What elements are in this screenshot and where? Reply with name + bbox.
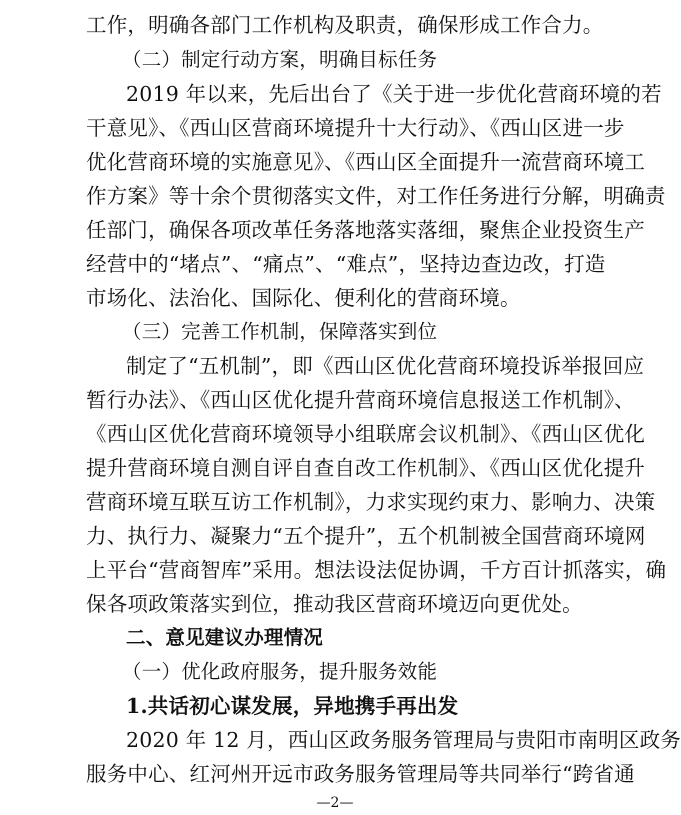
text-line: 制定了“五机制”，即《西山区优化营商环境投诉举报回应 [126,354,645,378]
text-line: 2019 年以来，先后出台了《关于进一步优化营商环境的若 [126,82,662,106]
text-line: 干意见》、《西山区营商环境提升十大行动》、《西山区进一步 [86,116,625,140]
text-line: 任部门，确保各项改革任务落地落实落细，聚焦企业投资生产 [86,218,645,242]
text-line: 暂行办法》、《西山区优化提升营商环境信息报送工作机制》、 [86,388,635,412]
text-line: 作方案》等十余个贯彻落实文件，对工作任务进行分解，明确责 [86,184,666,208]
section-heading: 二、意见建议办理情况 [126,626,324,649]
subheading: （二）制定行动方案，明确目标任务 [122,48,438,71]
text-line: 工作，明确各部门工作机构及职责，确保形成工作合力。 [86,13,604,37]
bold-heading: 1.共话初心谋发展，异地携手再出发 [126,694,459,718]
text-line: 2020 年 12 月，西山区政务服务管理局与贵阳市南明区政务 [126,728,681,752]
subheading: （三）完善工作机制，保障落实到位 [122,320,438,343]
text-line: 营商环境互联互访工作机制》，力求实现约束力、影响力、决策 [86,490,656,514]
text-line: 经营中的“堵点”、“痛点”、“难点”，坚持边查边改，打造 [86,252,606,276]
page-number: —2— [316,795,354,811]
text-line: 优化营商环境的实施意见》、《西山区全面提升一流营商环境工 [86,150,646,174]
text-line: 保各项政策落实到位，推动我区营商环境迈向更优处。 [86,592,583,616]
text-line: 《西山区优化营商环境领导小组联席会议机制》、《西山区优化 [86,422,646,446]
text-line: 上平台“营商智库”采用。想法设法促协调，千方百计抓落实，确 [86,558,667,582]
text-line: 提升营商环境自测自评自查自改工作机制》、《西山区优化提升 [86,456,646,480]
text-line: 市场化、法治化、国际化、便利化的营商环境。 [86,286,521,310]
subheading: （一）优化政府服务，提升服务效能 [122,660,438,683]
text-line: 力、执行力、凝聚力“五个提升”，五个机制被全国营商环境网 [86,524,646,548]
text-line: 服务中心、红河州开远市政务服务管理局等共同举行“跨省通 [86,762,635,786]
